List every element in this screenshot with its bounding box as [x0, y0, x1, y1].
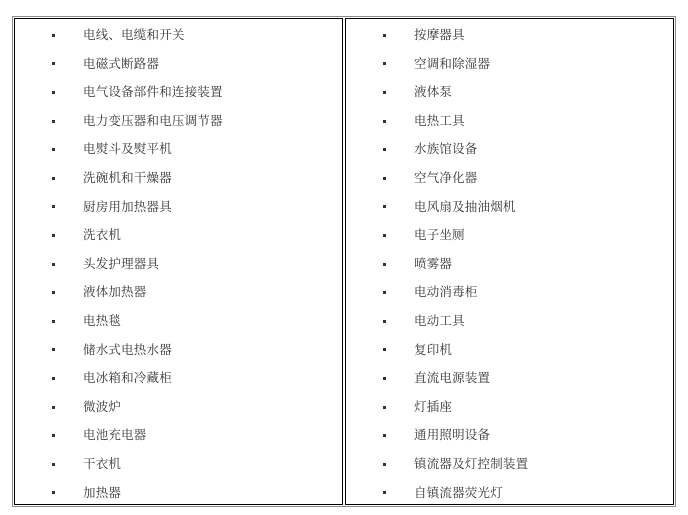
list-item-label: 直流电源装置: [414, 370, 491, 386]
list-item: [346, 393, 673, 422]
bullet-icon: [52, 491, 55, 494]
bullet-icon: [383, 234, 386, 237]
bullet-icon: [52, 377, 55, 380]
list-item: [346, 78, 673, 107]
list-item-label: 空调和除湿器: [414, 55, 491, 71]
bullet-icon: [383, 291, 386, 294]
bullet-icon: [383, 320, 386, 323]
bullet-icon: [52, 348, 55, 351]
list-item: [15, 250, 342, 279]
list-item-label: 灯插座: [414, 398, 453, 414]
list-item: [346, 364, 673, 393]
product-list-table: [12, 16, 676, 507]
list-item: [15, 193, 342, 222]
list-item-label: 复印机: [414, 341, 453, 357]
bullet-icon: [383, 177, 386, 180]
right-column: [345, 18, 674, 505]
bullet-icon: [52, 291, 55, 294]
list-item-label: 按摩器具: [414, 27, 465, 43]
bullet-icon: [52, 205, 55, 208]
bullet-icon: [383, 263, 386, 266]
bullet-icon: [52, 177, 55, 180]
list-item-label: 电子坐厕: [414, 227, 465, 243]
bullet-icon: [52, 120, 55, 123]
list-item: [15, 50, 342, 79]
bullet-icon: [383, 205, 386, 208]
bullet-icon: [383, 120, 386, 123]
list-item: [15, 421, 342, 450]
list-item: [346, 21, 673, 50]
bullet-icon: [52, 263, 55, 266]
list-item: [15, 278, 342, 307]
list-item-label: 洗衣机: [83, 227, 122, 243]
list-item-label: 空气净化器: [414, 170, 478, 186]
list-item: [15, 107, 342, 136]
list-item-label: 电气设备部件和连接装置: [83, 84, 223, 100]
bullet-icon: [52, 34, 55, 37]
bullet-icon: [52, 320, 55, 323]
list-item-label: 电力变压器和电压调节器: [83, 112, 223, 128]
bullet-icon: [383, 434, 386, 437]
list-item: [15, 135, 342, 164]
bullet-icon: [383, 348, 386, 351]
list-item-label: 微波炉: [83, 398, 122, 414]
list-item: [346, 479, 673, 508]
list-item: [346, 50, 673, 79]
bullet-icon: [383, 377, 386, 380]
list-item: [15, 164, 342, 193]
bullet-icon: [52, 434, 55, 437]
list-item-label: 厨房用加热器具: [83, 198, 172, 214]
list-item: [15, 450, 342, 479]
bullet-icon: [52, 463, 55, 466]
list-item: [15, 78, 342, 107]
bullet-icon: [52, 62, 55, 65]
list-item-label: 头发护理器具: [83, 255, 160, 271]
list-item-label: 加热器: [83, 484, 122, 500]
list-item: [346, 336, 673, 365]
list-item-label: 水族馆设备: [414, 141, 478, 157]
bullet-icon: [383, 463, 386, 466]
list-item: [346, 135, 673, 164]
list-item-label: 电磁式断路器: [83, 55, 160, 71]
list-item-label: 镇流器及灯控制装置: [414, 455, 529, 471]
bullet-icon: [383, 91, 386, 94]
list-item-label: 电动消毒柜: [414, 284, 478, 300]
list-item-label: 液体泵: [414, 84, 453, 100]
list-item: [15, 393, 342, 422]
list-item: [346, 278, 673, 307]
bullet-icon: [383, 491, 386, 494]
list-item-label: 干衣机: [83, 455, 122, 471]
list-item-label: 自镇流器荧光灯: [414, 484, 503, 500]
bullet-icon: [383, 148, 386, 151]
bullet-icon: [383, 406, 386, 409]
list-item: [15, 364, 342, 393]
bullet-icon: [52, 148, 55, 151]
list-item: [346, 421, 673, 450]
list-item-label: 通用照明设备: [414, 427, 491, 443]
list-item-label: 电热工具: [414, 112, 465, 128]
right-item-list: [346, 21, 673, 507]
bullet-icon: [383, 62, 386, 65]
list-item: [346, 221, 673, 250]
list-item-label: 电池充电器: [83, 427, 147, 443]
list-item: [346, 193, 673, 222]
list-item: [15, 479, 342, 508]
list-item: [15, 221, 342, 250]
list-item-label: 电冰箱和冷藏柜: [83, 370, 172, 386]
list-item-label: 电熨斗及熨平机: [83, 141, 172, 157]
list-item-label: 电风扇及抽油烟机: [414, 198, 516, 214]
list-item: [15, 21, 342, 50]
left-column: [14, 18, 343, 505]
list-item: [15, 307, 342, 336]
list-item: [15, 336, 342, 365]
list-item: [346, 164, 673, 193]
bullet-icon: [383, 34, 386, 37]
list-item-label: 电动工具: [414, 312, 465, 328]
list-item: [346, 250, 673, 279]
list-item: [346, 307, 673, 336]
list-item: [346, 107, 673, 136]
left-item-list: [15, 21, 342, 507]
list-item-label: 储水式电热水器: [83, 341, 172, 357]
list-item-label: 电热毯: [83, 312, 122, 328]
list-item-label: 喷雾器: [414, 255, 453, 271]
list-item-label: 电线、电缆和开关: [83, 27, 185, 43]
list-item-label: 洗碗机和干燥器: [83, 170, 172, 186]
bullet-icon: [52, 234, 55, 237]
bullet-icon: [52, 91, 55, 94]
list-item: [346, 450, 673, 479]
list-item-label: 液体加热器: [83, 284, 147, 300]
bullet-icon: [52, 406, 55, 409]
